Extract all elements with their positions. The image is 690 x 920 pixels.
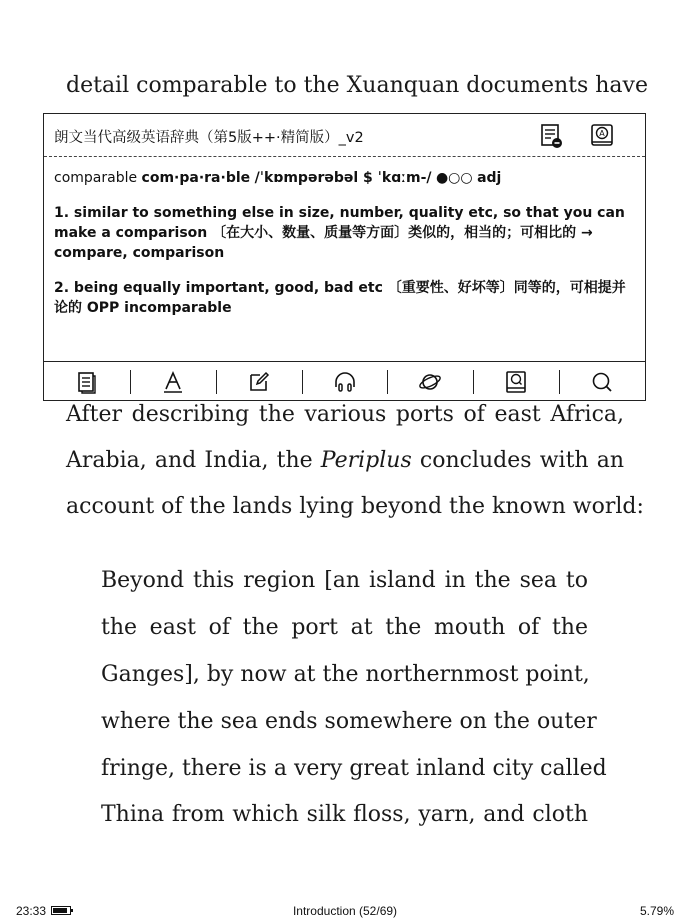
dictionary-icon [504, 370, 528, 394]
headword: com·pa·ra·ble [141, 170, 251, 186]
dictionary-button[interactable] [473, 362, 559, 401]
details-button[interactable] [44, 362, 130, 401]
svg-text:A: A [599, 129, 605, 138]
details-icon [75, 370, 99, 394]
word-list-icon[interactable] [540, 123, 564, 149]
annotate-icon [247, 370, 271, 394]
book-text-line: After describing the various ports of east Africa, [66, 402, 624, 427]
search-icon [590, 370, 614, 394]
italic-title: Periplus [320, 448, 412, 473]
font-button[interactable] [130, 362, 216, 401]
quote-line: Beyond this region [an island in the sea to [101, 568, 588, 593]
pronunciation: /ˈkɒmpərəbəl $ ˈkɑːm-/ [254, 170, 432, 186]
quote-line: Ganges], by now at the northernmost point, [101, 662, 590, 687]
dictionary-popup [43, 113, 646, 401]
web-search-icon [418, 370, 442, 394]
sense-2: 2. being equally important, good, bad etc 〔重要性、好坏等〕同等的，可相提并论的 OPP incomparable [54, 280, 626, 316]
quote-line: Thina from which silk floss, yarn, and cloth [101, 802, 588, 827]
status-bar [0, 900, 690, 920]
book-text-line [66, 446, 624, 476]
frequency-dots: ●○○ [435, 170, 473, 186]
entry-word: comparable [54, 170, 138, 186]
headword-line [54, 168, 636, 188]
clock: 23:33 [16, 904, 47, 918]
book-text-line: detail comparable to the Xuanquan documents have [66, 73, 648, 98]
sense-1: 1. similar to something else in size, number, quality etc, so that you can make a comparison 〔在大小、数量、质量等方面〕类似的，相当的；可相比的 → compare, comparison [54, 205, 625, 261]
annotate-button[interactable] [216, 362, 302, 401]
audio-icon [333, 370, 357, 394]
quote-line: the east of the port at the mouth of the [101, 615, 588, 640]
part-of-speech: adj [477, 170, 502, 186]
text-span: concludes with an [411, 448, 624, 473]
dictionary-toolbar [44, 361, 645, 401]
reading-progress: 5.79% [639, 904, 674, 918]
dictionary-title[interactable]: 朗文当代高级英语辞典（第5版++·精简版）_v2 [54, 130, 364, 146]
text-span: Arabia, and India, the [66, 448, 321, 473]
web-search-button[interactable] [387, 362, 473, 401]
search-button[interactable] [559, 362, 645, 401]
dictionary-header [44, 114, 645, 157]
book-text-line: account of the lands lying beyond the known world: [66, 494, 644, 519]
dictionary-entry [54, 168, 636, 318]
quote-line: fringe, there is a very great inland city called [101, 756, 607, 781]
dictionary-switch-icon[interactable] [590, 123, 614, 149]
audio-button[interactable] [302, 362, 388, 401]
font-icon [161, 370, 185, 394]
quote-line: where the sea ends somewhere on the outer [101, 709, 597, 734]
chapter-progress[interactable]: Introduction (52/69) [292, 904, 398, 918]
